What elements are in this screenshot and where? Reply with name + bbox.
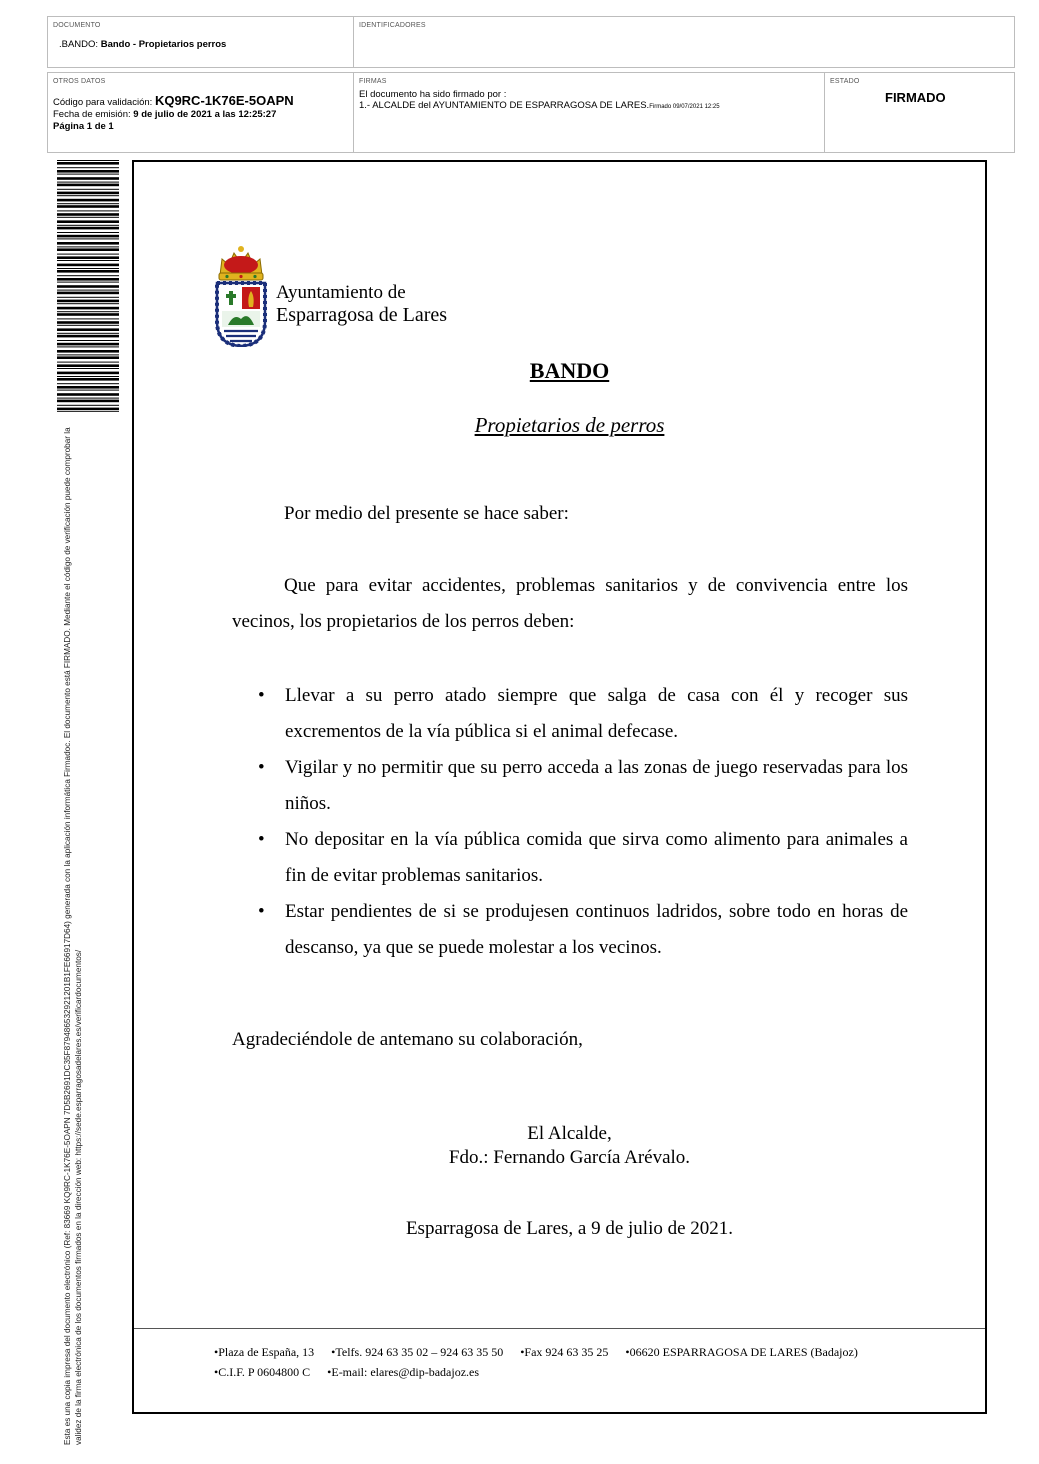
documento-cell (47, 16, 354, 68)
bullet: • (258, 901, 265, 922)
letterhead-line2: Esparragosa de Lares (276, 304, 448, 326)
list-item: • Estar pendientes de si se produjesen continuos ladridos, sobre todo en horas de descanso, ya que se puede molestar a los vecinos. (254, 894, 908, 966)
list-item: • Vigilar y no permitir que su perro acceda a las zonas de juego reservadas para los niños. (254, 750, 908, 822)
verification-note (62, 420, 102, 1445)
bullet: • (258, 685, 265, 706)
closing-text: Agradeciéndole de antemano su colaboración, (232, 1029, 583, 1050)
firmado-por: El documento ha sido firmado por : (359, 89, 507, 100)
codigo-value: KQ9RC-1K76E-5OAPN (154, 93, 294, 108)
signature-role: El Alcalde, (527, 1123, 612, 1144)
firmas-caption: FIRMAS (359, 78, 387, 85)
footer-email: •E-mail: elares@dip-badajoz.es (327, 1365, 480, 1379)
firmante: 1.- ALCALDE del AYUNTAMIENTO DE ESPARRAGOSA DE LARES. (359, 100, 650, 111)
list-item: • Llevar a su perro atado siempre que salga de casa con él y recoger sus excrementos de la vía pública si el animal defecase. (254, 678, 908, 750)
intro-text: Por medio del presente se hace saber: (284, 503, 569, 524)
document-page (132, 160, 987, 1414)
documento-title: Bando - Propietarios perros (100, 39, 227, 50)
documento-prefix: .BANDO: (59, 39, 101, 50)
barcode-icon (57, 160, 119, 412)
signature-name: Fdo.: Fernando García Arévalo. (448, 1147, 691, 1168)
firmante-fecha: Firmado 09/07/2021 12:25 (649, 104, 720, 110)
footer-address: •Plaza de España, 13 (214, 1345, 315, 1359)
fecha-value: 9 de julio de 2021 a las 12:25:27 (133, 109, 277, 120)
firmas-cell (353, 72, 825, 153)
estado-caption: ESTADO (830, 78, 860, 85)
obligations-list (254, 678, 908, 966)
page-subtitle: Propietarios de perros (474, 413, 665, 437)
bullet: • (258, 829, 265, 850)
main-paragraph: Que para evitar accidentes, problemas sanitarios y de convivencia entre los vecinos, los propietarios de los perros deben: (232, 575, 908, 632)
bullet: • (258, 757, 265, 778)
footer-divider (134, 1328, 985, 1329)
footer-cif: •C.I.F. P 0604800 C (214, 1365, 311, 1379)
identificadores-cell (353, 16, 1015, 68)
otros-datos-caption: OTROS DATOS (53, 78, 106, 85)
footer (214, 1342, 858, 1382)
verification-note-text: Esta es una copia impresa del documento electrónico (Ref: 83669 KQ9RC-1K76E-5OAPN 7D5B2691DC35F879486532921201B1FE66917D64) generada con la aplicación informática Firmadoc. El documento está FIRMADO. Mediante el código de verificación puede comprobar la validez de la firma electrónica de los documentos firmados en la dirección web: https://sede.esparragosadelares.es/verificardocumentos/ (63, 427, 83, 1445)
footer-phones: •Telfs. 924 63 35 02 – 924 63 35 50 (331, 1345, 504, 1359)
pagina-label: Página 1 de 1 (53, 121, 114, 132)
letterhead-line1: Ayuntamiento de (276, 282, 406, 303)
documento-caption: DOCUMENTO (53, 22, 101, 29)
fecha-label: Fecha de emisión: (53, 109, 134, 120)
identificadores-caption: IDENTIFICADORES (359, 22, 426, 29)
codigo-label: Código para validación: (53, 97, 155, 108)
otros-datos-cell (47, 72, 354, 153)
footer-postal: •06620 ESPARRAGOSA DE LARES (Badajoz) (625, 1345, 858, 1359)
coat-of-arms-icon (214, 245, 268, 347)
place-date: Esparragosa de Lares, a 9 de julio de 2021. (405, 1218, 734, 1239)
estado-cell (824, 72, 1015, 153)
page-title: BANDO (529, 358, 610, 383)
estado-value: FIRMADO (885, 90, 946, 105)
footer-fax: •Fax 924 63 35 25 (520, 1345, 609, 1359)
list-item: • No depositar en la vía pública comida que sirva como alimento para animales a fin de evitar problemas sanitarios. (254, 822, 908, 894)
